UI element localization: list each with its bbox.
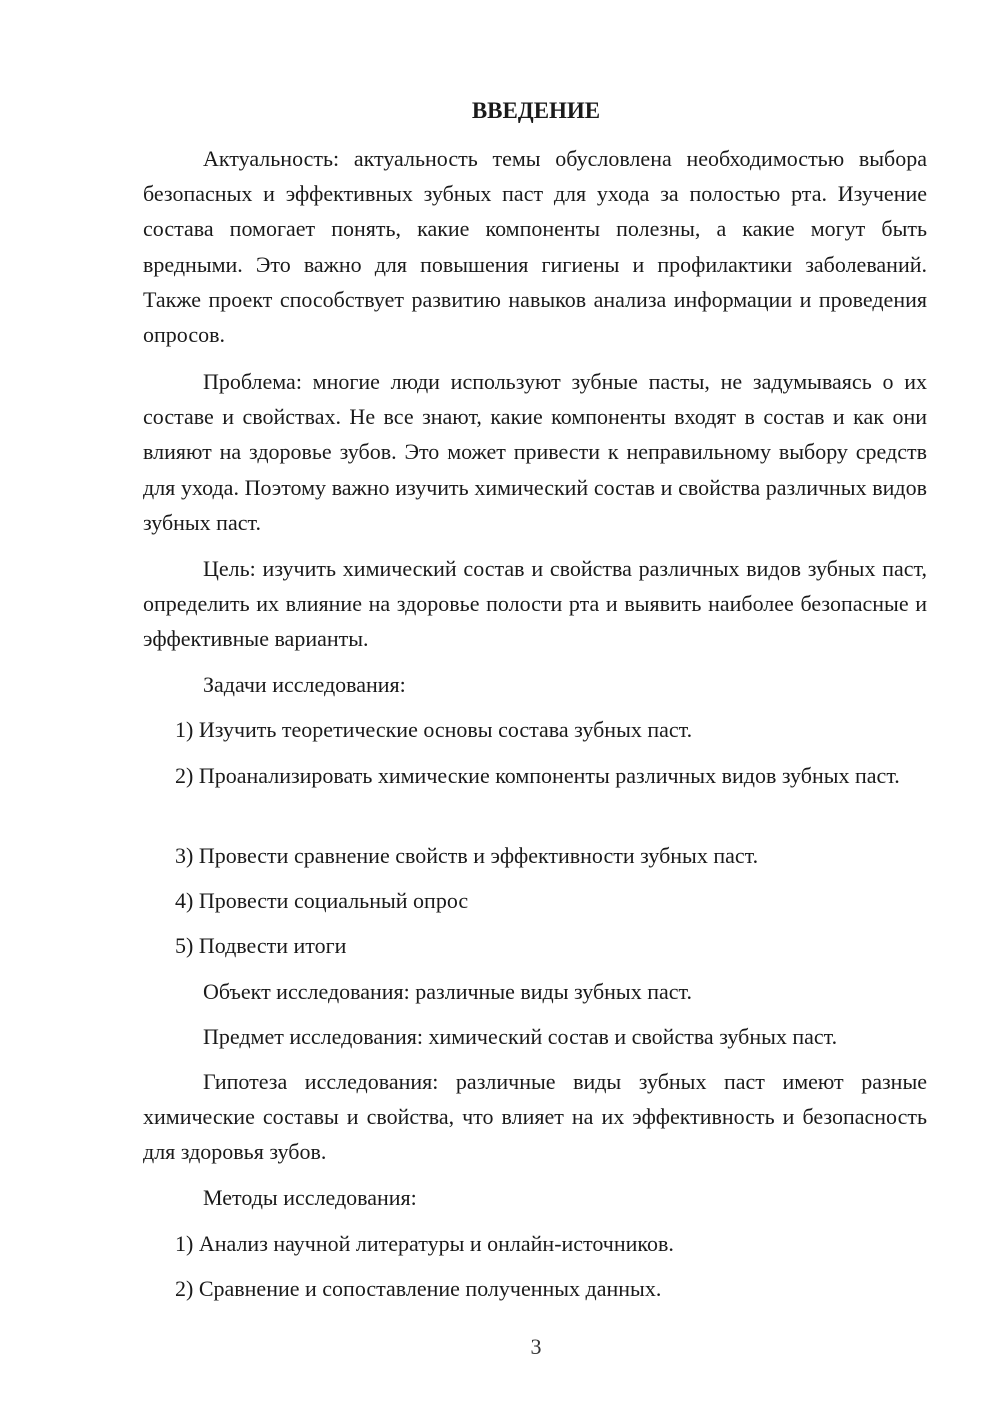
task-item: 2) Проанализировать химические компоненты различных видов зубных паст.	[175, 763, 900, 788]
tasks-heading: Задачи исследования:	[203, 672, 406, 697]
method-item: 1) Анализ научной литературы и онлайн-источников.	[175, 1231, 674, 1256]
page-title: ВВЕДЕНИЕ	[471, 98, 601, 123]
object-paragraph: Объект исследования: различные виды зубных паст.	[203, 979, 692, 1004]
hypothesis-paragraph: Гипотеза исследования: различные виды зубных паст имеют разные химические составы и свойства, что влияет на их эффективность и безопасность для здоровья зубов.	[143, 1069, 927, 1165]
task-item: 3) Провести сравнение свойств и эффективности зубных паст.	[175, 843, 759, 868]
page-number: 3	[530, 1334, 542, 1359]
task-item: 1) Изучить теоретические основы состава зубных паст.	[175, 717, 693, 742]
relevance-paragraph: Актуальность: актуальность темы обусловлена необходимостью выбора безопасных и эффективных зубных паст для ухода за полостью рта. Изучение состава помогает понять, какие компоненты полезны, а какие могут быть вредными. Это важно для повышения гигиены и профилактики заболеваний. Также проект способствует развитию навыков анализа информации и проведения опросов.	[143, 146, 927, 348]
method-item: 2) Сравнение и сопоставление полученных данных.	[175, 1276, 662, 1301]
methods-heading: Методы исследования:	[203, 1185, 417, 1210]
problem-paragraph: Проблема: многие люди используют зубные пасты, не задумываясь о их составе и свойствах. Не все знают, какие компоненты входят в состав и как они влияют на здоровье зубов. Это может привести к неправильному выбору средств для ухода. Поэтому важно изучить химический состав и свойства различных видов зубных паст.	[143, 369, 927, 535]
task-item: 4) Провести социальный опрос	[175, 888, 469, 913]
goal-paragraph: Цель: изучить химический состав и свойства различных видов зубных паст, определить их влияние на здоровье полости рта и выявить наиболее безопасные и эффективные варианты.	[143, 556, 927, 652]
task-item: 5) Подвести итоги	[175, 933, 347, 958]
subject-paragraph: Предмет исследования: химический состав и свойства зубных паст.	[203, 1024, 838, 1049]
